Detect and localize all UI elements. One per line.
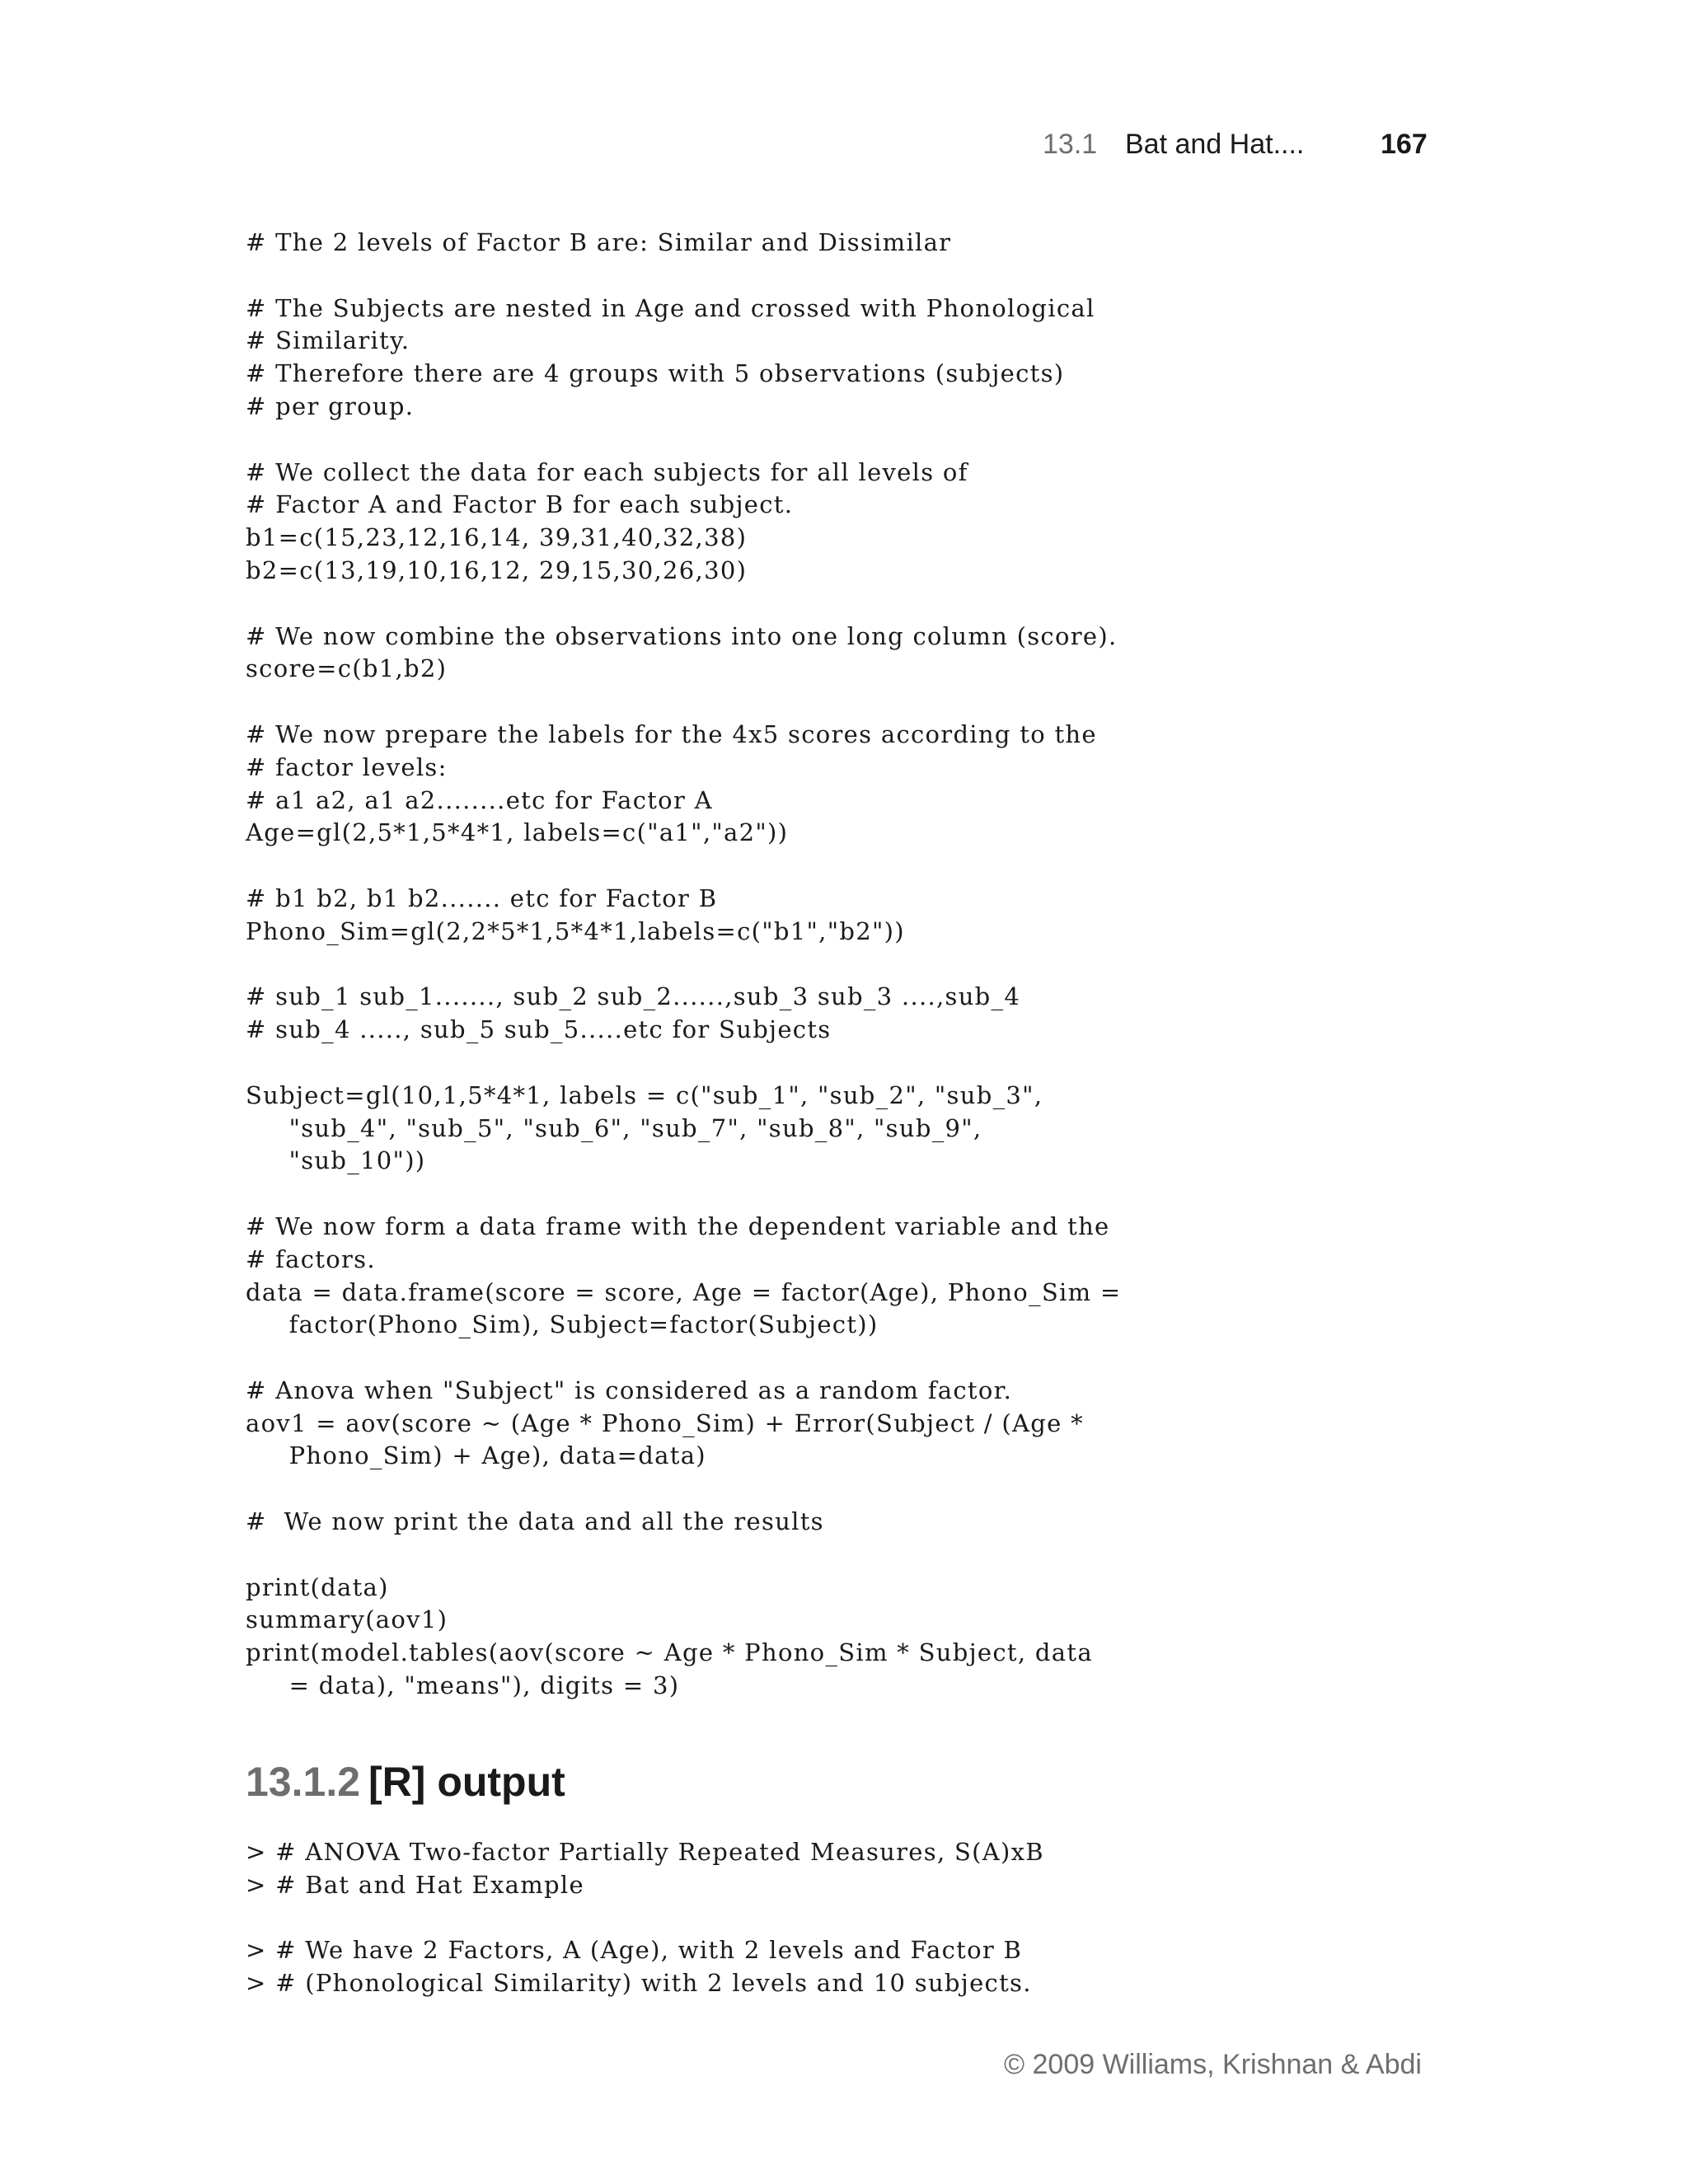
code-line: b2=c(13,19,10,16,12, 29,15,30,26,30) [246, 555, 748, 584]
code-line [246, 260, 1122, 293]
code-line: # We collect the data for each subjects for all levels of [246, 457, 968, 486]
code-line: > # Bat and Hat Example [246, 1870, 584, 1899]
code-line: # Similarity. [246, 326, 410, 355]
code-line: print(data) [246, 1572, 389, 1601]
code-line: # factors. [246, 1244, 376, 1273]
code-line: print(model.tables(aov(score ~ Age * Phono_Sim * Subject, data [246, 1638, 1093, 1667]
running-head [0, 124, 1688, 165]
code-line: # a1 a2, a1 a2........etc for Factor A [246, 785, 713, 814]
code-line: # Therefore there are 4 groups with 5 observations (subjects) [246, 359, 1065, 388]
code-line [246, 1902, 1044, 1935]
code-line: Phono_Sim=gl(2,2*5*1,5*4*1,labels=c("b1","b2")) [246, 916, 905, 945]
code-line [246, 850, 1122, 883]
section-heading-title: [R] output [368, 1759, 565, 1805]
code-line: # We now prepare the labels for the 4x5 scores according to the [246, 719, 1097, 748]
code-line: b1=c(15,23,12,16,14, 39,31,40,32,38) [246, 523, 748, 552]
code-line [246, 1047, 1122, 1080]
code-line: score=c(b1,b2) [246, 654, 448, 683]
code-line: > # We have 2 Factors, A (Age), with 2 levels and Factor B [246, 1936, 1023, 1965]
code-line: # factor levels: [246, 752, 448, 781]
r-output-block [246, 1836, 1044, 2000]
code-line: Age=gl(2,5*1,5*4*1, labels=c("a1","a2")) [246, 818, 789, 847]
code-line: Phono_Sim) + Age), data=data) [246, 1441, 706, 1470]
code-line [246, 1473, 1122, 1506]
running-head-section-number: 13.1 [1043, 129, 1098, 160]
code-line [246, 424, 1122, 457]
code-line: factor(Phono_Sim), Subject=factor(Subject)) [246, 1310, 879, 1339]
code-line: Subject=gl(10,1,5*4*1, labels = c("sub_1", "sub_2", "sub_3", [246, 1080, 1043, 1109]
section-heading-number: 13.1.2 [246, 1759, 361, 1805]
code-line: # per group. [246, 391, 415, 420]
code-line [246, 949, 1122, 982]
code-line: # sub_4 ....., sub_5 sub_5.....etc for Subjects [246, 1015, 832, 1044]
code-line: data = data.frame(score = score, Age = factor(Age), Phono_Sim = [246, 1277, 1122, 1306]
code-line [246, 588, 1122, 621]
running-head-title: Bat and Hat.... [1125, 129, 1305, 160]
code-line: # We now combine the observations into one long column (score). [246, 621, 1118, 650]
section-heading [246, 1755, 565, 1808]
code-line: # We now form a data frame with the dependent variable and the [246, 1212, 1110, 1240]
code-line: # We now print the data and all the results [246, 1507, 824, 1536]
code-line: # The 2 levels of Factor B are: Similar and Dissimilar [246, 228, 952, 256]
code-line [246, 1539, 1122, 1572]
code-line: > # (Phonological Similarity) with 2 levels and 10 subjects. [246, 1969, 1032, 1998]
code-line: > # ANOVA Two-factor Partially Repeated Measures, S(A)xB [246, 1838, 1044, 1866]
code-line: = data), "means"), digits = 3) [246, 1671, 680, 1700]
r-code-block [246, 227, 1122, 1703]
code-line: # Anova when "Subject" is considered as a random factor. [246, 1376, 1013, 1404]
page-number: 167 [1381, 129, 1428, 160]
code-line [246, 686, 1122, 719]
copyright-footer: © 2009 Williams, Krishnan & Abdi [1004, 2049, 1422, 2080]
code-line: # The Subjects are nested in Age and crossed with Phonological [246, 293, 1095, 322]
code-line: "sub_4", "sub_5", "sub_6", "sub_7", "sub_8", "sub_9", [246, 1113, 982, 1142]
code-line: # Factor A and Factor B for each subject. [246, 490, 794, 519]
code-line: # b1 b2, b1 b2....... etc for Factor B [246, 883, 718, 912]
code-line: aov1 = aov(score ~ (Age * Phono_Sim) + Error(Subject / (Age * [246, 1408, 1084, 1437]
code-line: # sub_1 sub_1......., sub_2 sub_2......,sub_3 sub_3 ....,sub_4 [246, 982, 1021, 1011]
code-line: summary(aov1) [246, 1605, 448, 1634]
code-line: "sub_10")) [246, 1146, 426, 1175]
code-line [246, 1342, 1122, 1375]
code-line [246, 1178, 1122, 1211]
